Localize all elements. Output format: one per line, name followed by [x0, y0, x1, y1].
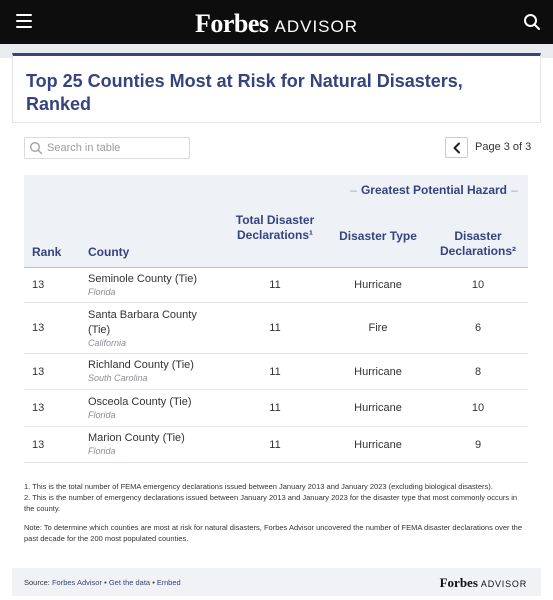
previous-page-button[interactable] [445, 137, 468, 158]
cell-disaster-type: Hurricane [354, 439, 402, 451]
search-icon [29, 141, 43, 155]
county-name: Richland County (Tie) [88, 359, 194, 371]
table-row [24, 268, 528, 303]
cell-disaster-type: Hurricane [354, 279, 402, 291]
top-nav-bar [0, 0, 553, 44]
county-name: Marion County (Tie) [88, 432, 185, 444]
page-title: Top 25 Counties Most at Risk for Natural Disasters, Ranked [26, 71, 463, 114]
county-state: Florida [88, 446, 116, 456]
cell-county [88, 272, 228, 298]
county-state: California [88, 338, 127, 348]
title-card [12, 53, 541, 123]
cell-total-declarations: 11 [269, 279, 281, 291]
cell-disaster-declarations: 6 [474, 322, 482, 334]
footnote-2: 2. This is the number of emergency declarations issued between January 2013 and January 2023 for the disaster type that most commonly occurs in the county. [24, 493, 518, 513]
cell-rank: 13 [32, 322, 45, 334]
cell-county [88, 358, 228, 384]
source-footer [12, 568, 541, 596]
cell-disaster-declarations: 8 [474, 366, 482, 378]
group-header-dash-left: – [350, 183, 357, 197]
table-search-box[interactable] [24, 137, 190, 159]
column-header-disaster-type[interactable]: Disaster Type [339, 229, 417, 243]
source-link[interactable]: Forbes Advisor [51, 578, 102, 587]
cell-county [88, 431, 228, 457]
chevron-left-icon [452, 142, 462, 154]
cell-disaster-declarations: 9 [474, 439, 482, 451]
column-header-disaster-declarations[interactable]: Disaster Declarations² [439, 229, 517, 258]
footnote-1: 1. This is the total number of FEMA emergency declarations issued between January 2013 and January 2023 (excluding biological disasters). [24, 482, 493, 491]
table-search-input[interactable] [47, 140, 187, 156]
source-line [24, 578, 181, 587]
county-name: Santa Barbara County (Tie) [88, 309, 197, 336]
cell-disaster-type: Hurricane [354, 366, 402, 378]
page-indicator: Page 3 of 3 [475, 141, 532, 153]
separator: • [152, 578, 155, 587]
cell-rank: 13 [32, 402, 45, 414]
cell-total-declarations: 11 [269, 439, 281, 451]
footer-brand-sub: ADVISOR [480, 579, 527, 589]
group-header-dash-right: – [511, 183, 518, 197]
footer-brand-main: Forbes [439, 575, 478, 590]
cell-total-declarations: 11 [269, 322, 281, 334]
methodology-note: Note: To determine which counties are most at risk for natural disasters, Forbes Advisor uncovered the number of FEMA disaster declarations over the past decade for the 200 most populated counties. [24, 523, 523, 543]
cell-county [88, 308, 212, 349]
table-row [24, 427, 528, 463]
footer-brand-logo [440, 574, 527, 592]
column-header-rank[interactable]: Rank [32, 245, 62, 259]
get-data-link[interactable]: Get the data [108, 578, 151, 587]
table-row [24, 303, 528, 354]
cell-county [88, 395, 228, 421]
table-row [24, 390, 528, 427]
cell-rank: 13 [32, 439, 45, 451]
cell-total-declarations: 11 [269, 366, 281, 378]
brand-logo[interactable] [0, 9, 553, 39]
column-header-total-declarations[interactable]: Total Disaster Declarations¹ [235, 213, 315, 242]
county-name: Seminole County (Tie) [88, 273, 198, 285]
embed-link[interactable]: Embed [156, 578, 181, 587]
group-header-greatest-hazard [340, 183, 528, 197]
table-row [24, 354, 528, 390]
group-header-label: Greatest Potential Hazard [360, 183, 508, 197]
county-name: Osceola County (Tie) [88, 396, 192, 408]
cell-disaster-type: Fire [368, 322, 388, 334]
brand-sub: ADVISOR [274, 17, 359, 36]
county-state: Florida [88, 410, 116, 420]
footnotes [24, 481, 524, 544]
search-icon[interactable] [523, 13, 541, 31]
brand-main: Forbes [194, 9, 269, 38]
separator: • [104, 578, 107, 587]
data-table [24, 175, 528, 463]
cell-rank: 13 [32, 279, 45, 291]
cell-disaster-type: Hurricane [354, 402, 402, 414]
table-header [24, 175, 528, 268]
source-label: Source: [24, 578, 50, 587]
county-state: Florida [88, 287, 116, 297]
county-state: South Carolina [88, 373, 148, 383]
cell-rank: 13 [32, 366, 45, 378]
column-header-county[interactable]: County [88, 245, 130, 259]
cell-disaster-declarations: 10 [471, 279, 485, 291]
cell-disaster-declarations: 10 [471, 402, 485, 414]
cell-total-declarations: 11 [269, 402, 281, 414]
